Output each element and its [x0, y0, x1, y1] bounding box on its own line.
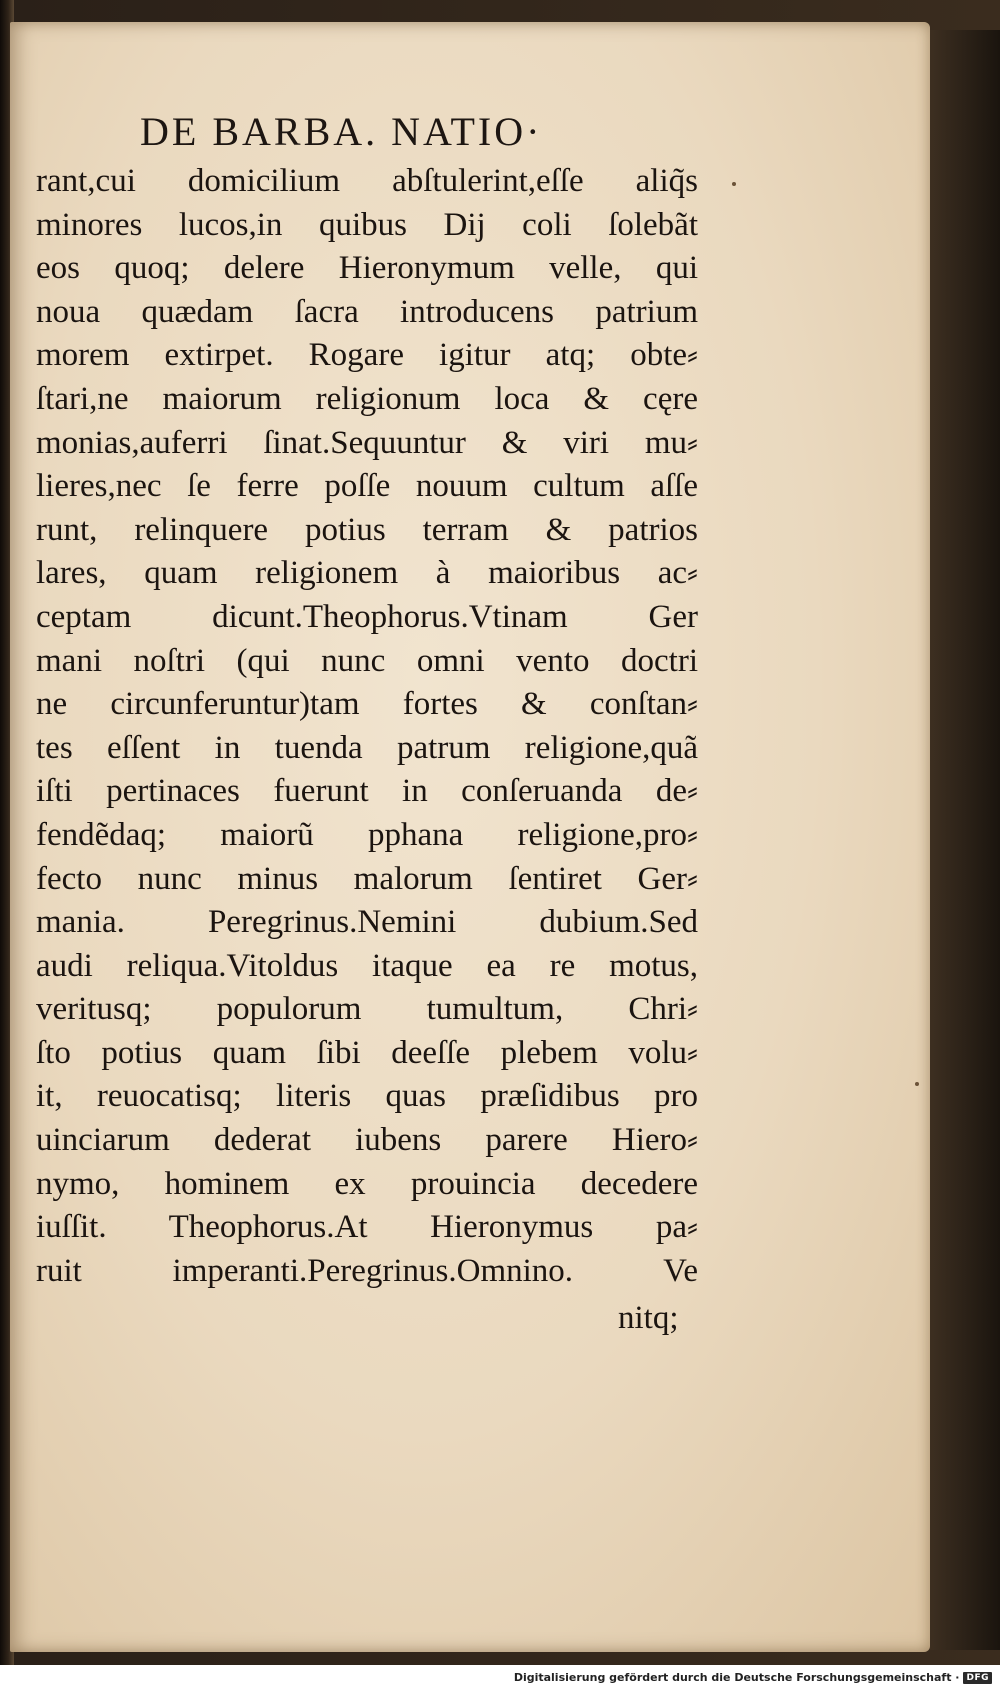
text-line: iuſſit. Theophorus.At Hieronymus pa⸗	[36, 1209, 698, 1246]
text-line: it, reuocatisq; literis quas præſidibus pro	[36, 1078, 698, 1115]
text-line: mani noſtri (qui nunc omni vento doctri	[36, 642, 698, 679]
text-line: fendẽdaq; maiorũ pphana religione,pro⸗	[36, 816, 698, 853]
text-line: lieres,nec ſe ferre poſſe nouum cultum aſſe	[36, 468, 698, 505]
text-line: rant,cui domicilium abſtulerint,eſſe aliq̃s	[36, 163, 698, 199]
credit-text: Digitalisierung gefördert durch die Deutsche Forschungsgemeinschaft ·	[513, 1671, 960, 1684]
text-line: runt, relinquere potius terram & patrios	[36, 511, 698, 548]
paper-speck	[732, 182, 736, 186]
text-line: uinciarum dederat iubens parere Hiero⸗	[36, 1122, 698, 1159]
text-line: monias,auferri ſinat.Sequuntur & viri mu⸗	[36, 424, 698, 461]
text-line: ſtari,ne maiorum religionum loca & cęre	[36, 380, 698, 417]
running-head: DE BARBA. NATIO·	[140, 109, 543, 154]
page-edge-shadow	[930, 30, 1000, 1650]
text-line: audi reliqua.Vitoldus itaque ea re motus,	[36, 947, 698, 984]
text-line: lares, quam religionem à maioribus ac⸗	[36, 555, 698, 592]
text-line: mania. Peregrinus.Nemini dubium.Sed	[36, 904, 698, 941]
text-line: minores lucos,in quibus Dij coli ſolebãt	[36, 206, 698, 243]
text-block	[36, 160, 698, 1293]
paper-speck	[915, 1082, 919, 1086]
text-line: veritusq; populorum tumultum, Chri⸗	[36, 991, 698, 1028]
text-line: morem extirpet. Rogare igitur atq; obte⸗	[36, 337, 698, 374]
text-line: tes eſſent in tuenda patrum religione,quã	[36, 729, 698, 766]
dfg-logo: DFG	[963, 1672, 992, 1684]
text-line: nymo, hominem ex prouincia decedere	[36, 1165, 698, 1202]
text-line: noua quædam ſacra introducens patrium	[36, 293, 698, 330]
text-line: fecto nunc minus malorum ſentiret Ger⸗	[36, 860, 698, 897]
text-line: ne circunferuntur)tam fortes & conſtan⸗	[36, 686, 698, 723]
text-line: ſto potius quam ſibi deeſſe plebem volu⸗	[36, 1034, 698, 1071]
text-line: eos quoq; delere Hieronymum velle, qui	[36, 250, 698, 287]
catchword: nitq;	[618, 1300, 679, 1336]
text-line: ruit imperanti.Peregrinus.Omnino. Ve	[36, 1252, 698, 1289]
digitization-credit	[514, 1671, 992, 1684]
text-line: iſti pertinaces fuerunt in conſeruanda de⸗	[36, 773, 698, 810]
text-line: ceptam dicunt.Theophorus.Vtinam Ger	[36, 598, 698, 635]
